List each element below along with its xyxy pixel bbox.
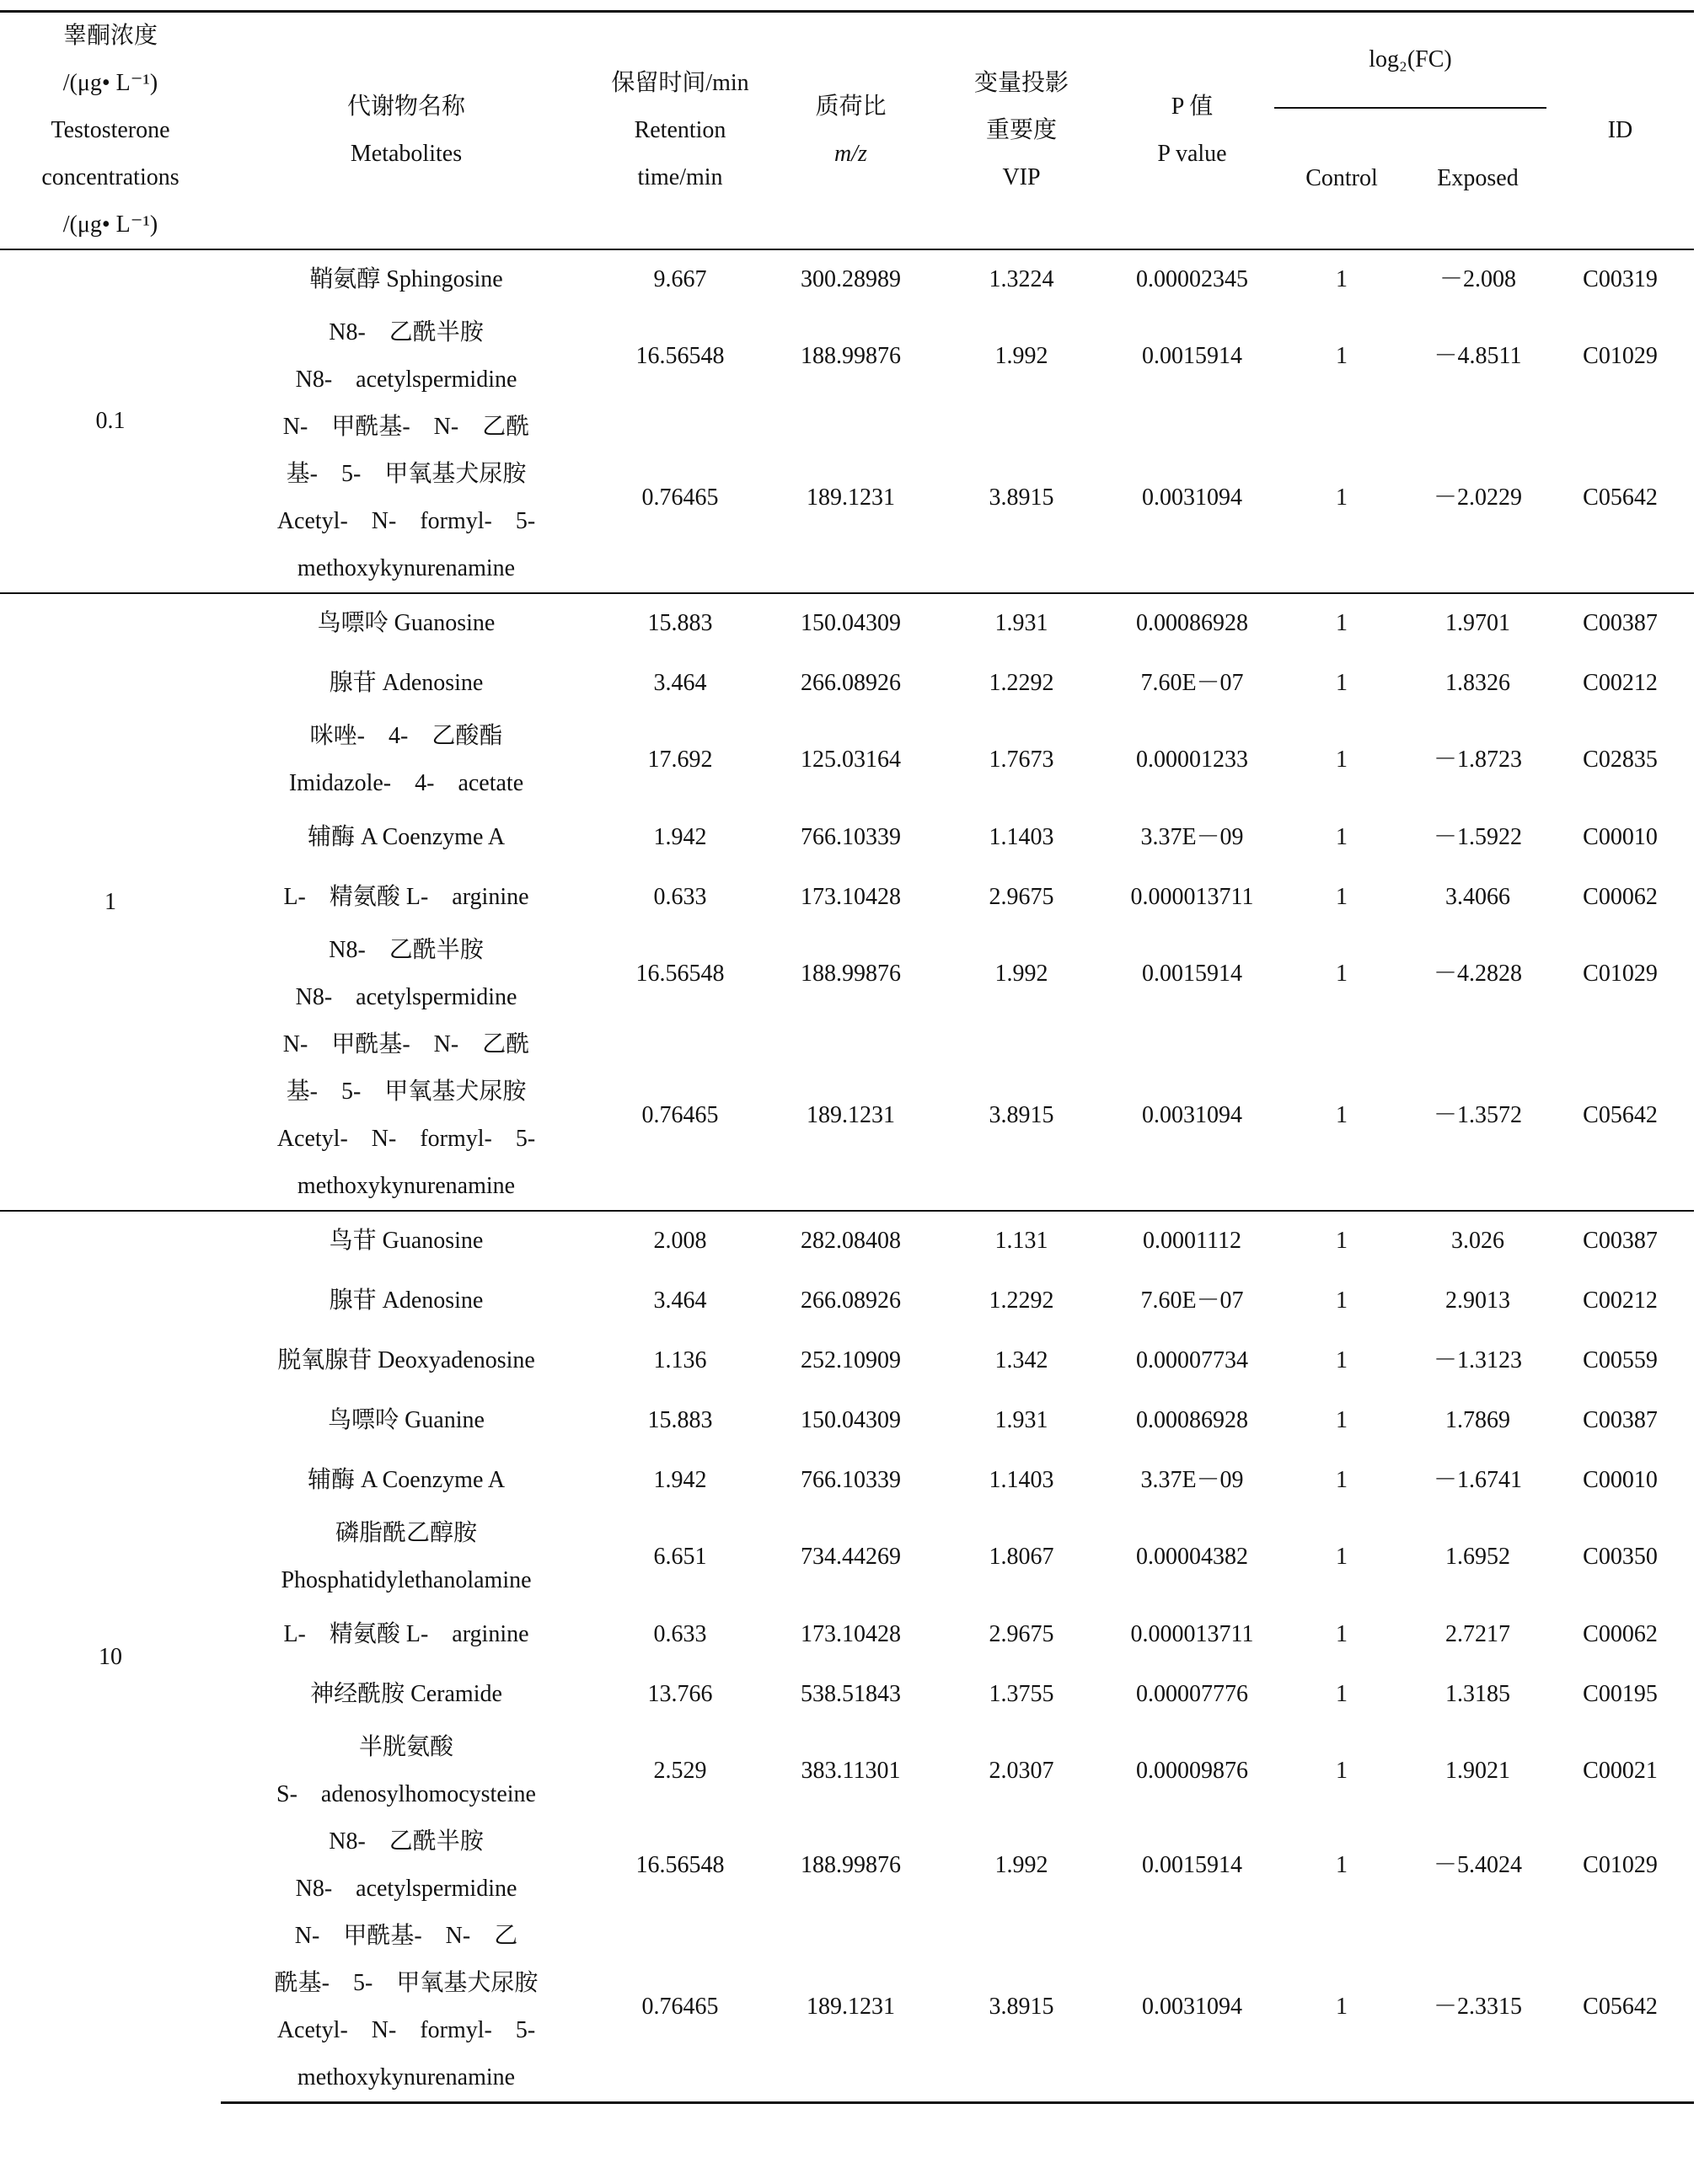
p-value-cell: 7.60E－07 bbox=[1140, 669, 1244, 696]
retention-time-cell: 17.692 bbox=[647, 747, 713, 773]
control-cell: 1 bbox=[1336, 1346, 1348, 1373]
vip-cell: 1.1403 bbox=[989, 1466, 1054, 1493]
table-row bbox=[0, 404, 1694, 593]
kegg-id-cell: C05642 bbox=[1583, 1102, 1658, 1128]
metabolite-name-cell bbox=[221, 1021, 592, 1211]
header-mz-en: m/z bbox=[834, 141, 867, 167]
metabolite-name-line: N- 甲酰基- N- 乙酰 bbox=[282, 414, 530, 440]
exposed-cell: －1.6741 bbox=[1433, 1466, 1522, 1493]
control-cell: 1 bbox=[1336, 1852, 1348, 1878]
p-value-cell: 0.0001112 bbox=[1110, 1211, 1274, 1271]
retention-time-cell: 15.883 bbox=[592, 593, 769, 653]
header-log2-fc bbox=[1274, 12, 1546, 109]
vip-cell: 1.1403 bbox=[989, 823, 1054, 850]
vip-cell: 1.342 bbox=[994, 1346, 1048, 1373]
metabolite-name-cell bbox=[221, 1450, 592, 1510]
exposed-cell: －1.5922 bbox=[1433, 823, 1522, 850]
p-value-cell: 0.0031094 bbox=[1142, 484, 1242, 511]
header-id-label: ID bbox=[1607, 117, 1633, 143]
mz-cell: 282.08408 bbox=[769, 1211, 933, 1271]
control-cell: 1 bbox=[1336, 961, 1348, 987]
header-metabolite bbox=[221, 12, 592, 250]
metabolite-name-cell bbox=[221, 1330, 592, 1390]
mz-cell: 150.04309 bbox=[769, 593, 933, 653]
header-retention-time-en-1: Retention bbox=[634, 117, 726, 143]
concentration-group bbox=[0, 249, 1694, 593]
mz-cell: 188.99876 bbox=[801, 343, 901, 369]
metabolite-name-cell bbox=[221, 1664, 592, 1724]
table-row bbox=[0, 807, 1694, 867]
exposed-cell: －4.8511 bbox=[1434, 343, 1522, 369]
p-value-cell: 3.37E－09 bbox=[1140, 823, 1244, 850]
retention-time-cell: 0.633 bbox=[653, 1620, 707, 1647]
vip-cell: 1.931 bbox=[933, 593, 1110, 653]
table-row bbox=[0, 1913, 1694, 2103]
kegg-id-cell: C00010 bbox=[1583, 1466, 1658, 1493]
concentration-group bbox=[0, 593, 1694, 1211]
control-cell: 1 bbox=[1336, 1406, 1348, 1433]
metabolite-name-cell bbox=[221, 404, 592, 593]
control-cell: 1 bbox=[1336, 1620, 1348, 1647]
exposed-cell: 1.9021 bbox=[1445, 1758, 1510, 1784]
p-value-cell: 0.000013711 bbox=[1130, 883, 1254, 910]
metabolite-name-cell bbox=[221, 1818, 592, 1913]
metabolite-name-line: Phosphatidylethanolamine bbox=[281, 1567, 532, 1593]
metabolite-name-line: L- 精氨酸 L- arginine bbox=[283, 883, 529, 910]
mz-cell: 734.44269 bbox=[801, 1544, 901, 1570]
metabolite-name-line: Acetyl- N- formyl- 5- bbox=[276, 2017, 536, 2043]
metabolite-name-line: methoxykynurenamine bbox=[297, 555, 516, 581]
retention-time-cell: 0.76465 bbox=[641, 1102, 719, 1128]
vip-cell: 1.8067 bbox=[989, 1544, 1054, 1570]
p-value-cell: 0.0031094 bbox=[1142, 1102, 1242, 1128]
exposed-cell: 3.4066 bbox=[1445, 883, 1510, 910]
retention-time-cell: 3.464 bbox=[653, 669, 707, 696]
mz-cell: 766.10339 bbox=[801, 823, 901, 850]
metabolite-name-line: N8- 乙酰半胺 bbox=[329, 1828, 484, 1855]
vip-cell: 2.9675 bbox=[989, 883, 1054, 910]
header-vip bbox=[933, 12, 1110, 250]
header-metabolite-en: Metabolites bbox=[350, 141, 463, 167]
control-cell: 1 bbox=[1274, 1913, 1409, 2103]
exposed-cell: 2.7217 bbox=[1445, 1620, 1510, 1647]
retention-time-cell: 16.56548 bbox=[635, 961, 725, 987]
header-retention-time-cn: 保留时间/min bbox=[611, 70, 749, 96]
metabolite-name-cell bbox=[221, 1271, 592, 1330]
exposed-cell: 2.9013 bbox=[1445, 1287, 1510, 1314]
mz-cell: 150.04309 bbox=[801, 1406, 901, 1433]
mz-cell: 125.03164 bbox=[801, 747, 901, 773]
kegg-id-cell: C00010 bbox=[1583, 823, 1658, 850]
metabolite-name-line: 鞘氨醇 Sphingosine bbox=[309, 266, 503, 292]
table-row bbox=[0, 1330, 1694, 1390]
control-cell: 1 bbox=[1336, 669, 1348, 696]
control-cell: 1 bbox=[1336, 1102, 1348, 1128]
p-value-cell: 0.0031094 bbox=[1110, 1913, 1274, 2103]
p-value-cell: 7.60E－07 bbox=[1140, 1287, 1244, 1314]
kegg-id-cell: C00350 bbox=[1583, 1544, 1658, 1570]
kegg-id-cell: C00387 bbox=[1546, 593, 1694, 653]
vip-cell: 3.8915 bbox=[933, 1913, 1110, 2103]
retention-time-cell: 0.76465 bbox=[641, 484, 719, 511]
table-header bbox=[0, 12, 1694, 250]
control-cell: 1 bbox=[1336, 1287, 1348, 1314]
header-concentration-en-1: Testosterone bbox=[51, 117, 170, 143]
metabolite-name-cell bbox=[221, 593, 592, 653]
mz-cell: 383.11301 bbox=[801, 1758, 901, 1784]
retention-time-cell: 1.136 bbox=[653, 1346, 707, 1373]
mz-cell: 252.10909 bbox=[801, 1346, 901, 1373]
exposed-cell: －1.8723 bbox=[1433, 747, 1522, 773]
retention-time-cell: 16.56548 bbox=[635, 343, 725, 369]
table-row bbox=[0, 713, 1694, 807]
metabolite-name-cell bbox=[221, 867, 592, 927]
control-cell: 1 bbox=[1336, 343, 1348, 369]
metabolite-name-line: 腺苷 Adenosine bbox=[329, 669, 484, 696]
table-row bbox=[0, 1021, 1694, 1211]
table-row bbox=[0, 1390, 1694, 1450]
kegg-id-cell: C00021 bbox=[1583, 1758, 1658, 1784]
vip-cell: 1.131 bbox=[933, 1211, 1110, 1271]
control-cell: 1 bbox=[1336, 1758, 1348, 1784]
metabolite-name-line: 基- 5- 甲氧基犬尿胺 bbox=[286, 461, 527, 487]
kegg-id-cell: C05642 bbox=[1546, 1913, 1694, 2103]
kegg-id-cell: C00559 bbox=[1583, 1346, 1658, 1373]
mz-cell: 188.99876 bbox=[801, 1852, 901, 1878]
kegg-id-cell: C00212 bbox=[1583, 669, 1658, 696]
vip-cell: 1.7673 bbox=[989, 747, 1054, 773]
concentration-cell: 0.1 bbox=[95, 408, 126, 434]
kegg-id-cell: C02835 bbox=[1583, 747, 1658, 773]
table-row bbox=[0, 1510, 1694, 1604]
vip-cell: 3.8915 bbox=[989, 484, 1054, 511]
vip-cell: 1.992 bbox=[994, 961, 1048, 987]
metabolite-name-line: N8- 乙酰半胺 bbox=[329, 319, 484, 345]
exposed-cell: －2.0229 bbox=[1433, 484, 1522, 511]
p-value-cell: 3.37E－09 bbox=[1140, 1466, 1244, 1493]
metabolite-name-line: N8- acetylspermidine bbox=[295, 1876, 517, 1902]
header-control bbox=[1274, 108, 1409, 249]
metabolite-name-line: 酰基- 5- 甲氧基犬尿胺 bbox=[274, 1970, 539, 1996]
p-value-cell: 0.00007776 bbox=[1136, 1680, 1248, 1707]
metabolite-name-cell bbox=[221, 1724, 592, 1818]
exposed-cell: －2.008 bbox=[1439, 266, 1516, 292]
concentration-group bbox=[0, 1211, 1694, 2103]
control-cell: 1 bbox=[1274, 593, 1409, 653]
table-row bbox=[0, 1604, 1694, 1664]
retention-time-cell: 15.883 bbox=[647, 1406, 713, 1433]
kegg-id-cell: C00387 bbox=[1583, 1406, 1658, 1433]
metabolite-name-line: N- 甲酰基- N- 乙 bbox=[294, 1923, 518, 1949]
metabolite-name-line: 腺苷 Adenosine bbox=[329, 1287, 484, 1314]
metabolite-name-line: Acetyl- N- formyl- 5- bbox=[276, 508, 536, 534]
p-value-cell: 0.000013711 bbox=[1130, 1620, 1254, 1647]
exposed-cell: 3.026 bbox=[1409, 1211, 1546, 1271]
exposed-cell: 1.7869 bbox=[1445, 1406, 1510, 1433]
retention-time-cell: 0.76465 bbox=[592, 1913, 769, 2103]
vip-cell: 1.2292 bbox=[989, 669, 1054, 696]
retention-time-cell: 1.942 bbox=[653, 1466, 707, 1493]
table-row bbox=[0, 1450, 1694, 1510]
metabolite-name-line: 脱氧腺苷 Deoxyadenosine bbox=[277, 1346, 535, 1373]
metabolite-name-line: L- 精氨酸 L- arginine bbox=[283, 1620, 529, 1647]
vip-cell: 1.931 bbox=[994, 1406, 1048, 1433]
table-row bbox=[0, 593, 1694, 653]
vip-cell: 1.992 bbox=[994, 1852, 1048, 1878]
metabolite-name-line: Acetyl- N- formyl- 5- bbox=[276, 1126, 536, 1152]
metabolites-table bbox=[0, 10, 1694, 2104]
metabolite-name-line: 半胱氨酸 bbox=[358, 1734, 453, 1760]
vip-cell: 1.3755 bbox=[989, 1680, 1054, 1707]
metabolite-name-cell bbox=[221, 1211, 592, 1271]
metabolite-name-line: methoxykynurenamine bbox=[297, 2064, 516, 2090]
kegg-id-cell: C00062 bbox=[1583, 883, 1658, 910]
metabolite-name-line: N8- acetylspermidine bbox=[295, 984, 517, 1010]
mz-cell: 188.99876 bbox=[801, 961, 901, 987]
header-concentration-unit-1: /(μg• L⁻¹) bbox=[62, 70, 158, 96]
table-row bbox=[0, 249, 1694, 309]
metabolite-name-cell bbox=[221, 1913, 592, 2103]
mz-cell: 173.10428 bbox=[801, 1620, 901, 1647]
kegg-id-cell: C01029 bbox=[1583, 961, 1658, 987]
metabolite-name-cell bbox=[221, 653, 592, 713]
kegg-id-cell: C00387 bbox=[1546, 1211, 1694, 1271]
metabolite-name-cell bbox=[221, 807, 592, 867]
control-cell: 1 bbox=[1274, 1211, 1409, 1271]
mz-cell: 300.28989 bbox=[801, 266, 901, 292]
metabolite-name-line: 神经酰胺 Ceramide bbox=[310, 1680, 502, 1707]
p-value-cell: 0.0015914 bbox=[1142, 1852, 1242, 1878]
exposed-cell: －5.4024 bbox=[1433, 1852, 1522, 1878]
vip-cell: 1.2292 bbox=[989, 1287, 1054, 1314]
exposed-cell: 1.9701 bbox=[1409, 593, 1546, 653]
metabolite-name-line: 鸟苷 Guanosine bbox=[329, 1228, 484, 1254]
metabolite-name-line: 鸟嘌呤 Guanosine bbox=[317, 610, 496, 636]
header-log2-fc-label: log₂(FC) bbox=[1369, 46, 1452, 73]
metabolite-name-cell bbox=[221, 309, 592, 404]
table-row bbox=[0, 653, 1694, 713]
retention-time-cell: 6.651 bbox=[653, 1544, 707, 1570]
header-concentration-en-2: concentrations bbox=[41, 164, 180, 190]
kegg-id-cell: C00212 bbox=[1583, 1287, 1658, 1314]
vip-cell: 2.0307 bbox=[989, 1758, 1054, 1784]
concentration-cell: 10 bbox=[0, 1211, 221, 2103]
kegg-id-cell: C01029 bbox=[1583, 1852, 1658, 1878]
header-mz-cn: 质荷比 bbox=[815, 94, 887, 120]
metabolite-name-cell bbox=[221, 1604, 592, 1664]
header-metabolite-cn: 代谢物名称 bbox=[346, 94, 465, 120]
table-row bbox=[0, 1724, 1694, 1818]
metabolite-name-cell bbox=[221, 249, 592, 309]
vip-cell: 1.992 bbox=[994, 343, 1048, 369]
exposed-cell: －1.3123 bbox=[1433, 1346, 1522, 1373]
retention-time-cell: 2.008 bbox=[592, 1211, 769, 1271]
control-cell: 1 bbox=[1336, 1680, 1348, 1707]
kegg-id-cell: C00195 bbox=[1583, 1680, 1658, 1707]
kegg-id-cell: C05642 bbox=[1583, 484, 1658, 511]
p-value-cell: 0.0015914 bbox=[1142, 343, 1242, 369]
header-concentration-cn: 睾酮浓度 bbox=[62, 23, 158, 49]
table-row bbox=[0, 1818, 1694, 1913]
exposed-cell: 1.3185 bbox=[1445, 1680, 1510, 1707]
table-row bbox=[0, 927, 1694, 1021]
p-value-cell: 0.00009876 bbox=[1136, 1758, 1248, 1784]
table-row bbox=[0, 309, 1694, 404]
header-vip-en: VIP bbox=[1002, 164, 1041, 190]
header-concentration bbox=[0, 12, 221, 250]
retention-time-cell: 0.633 bbox=[653, 883, 707, 910]
control-cell: 1 bbox=[1336, 484, 1348, 511]
metabolite-name-line: 咪唑- 4- 乙酸酯 bbox=[309, 723, 503, 749]
metabolite-name-line: N8- acetylspermidine bbox=[295, 367, 517, 393]
header-vip-cn-1: 变量投影 bbox=[973, 70, 1069, 96]
header-retention-time bbox=[592, 12, 769, 250]
control-cell: 1 bbox=[1336, 747, 1348, 773]
retention-time-cell: 1.942 bbox=[653, 823, 707, 850]
control-cell: 1 bbox=[1336, 1544, 1348, 1570]
header-control-label: Control bbox=[1305, 165, 1378, 192]
metabolite-name-line: 辅酶 A Coenzyme A bbox=[307, 1466, 506, 1493]
metabolite-name-line: methoxykynurenamine bbox=[297, 1173, 516, 1199]
control-cell: 1 bbox=[1336, 1466, 1348, 1493]
retention-time-cell: 13.766 bbox=[647, 1680, 713, 1707]
exposed-cell: －4.2828 bbox=[1433, 961, 1522, 987]
header-concentration-unit-2: /(μg• L⁻¹) bbox=[62, 211, 158, 238]
kegg-id-cell: C00062 bbox=[1583, 1620, 1658, 1647]
vip-cell: 2.9675 bbox=[989, 1620, 1054, 1647]
mz-cell: 189.1231 bbox=[769, 1913, 933, 2103]
exposed-cell: －1.3572 bbox=[1433, 1102, 1522, 1128]
retention-time-cell: 9.667 bbox=[653, 266, 707, 292]
exposed-cell: 1.6952 bbox=[1445, 1544, 1510, 1570]
kegg-id-cell: C01029 bbox=[1583, 343, 1658, 369]
metabolite-name-line: N8- 乙酰半胺 bbox=[329, 937, 484, 963]
header-retention-time-en-2: time/min bbox=[637, 164, 723, 190]
header-p-value-en: P value bbox=[1157, 141, 1227, 167]
header-p-value bbox=[1110, 12, 1274, 250]
metabolite-name-line: 辅酶 A Coenzyme A bbox=[307, 823, 506, 850]
vip-cell: 3.8915 bbox=[989, 1102, 1054, 1128]
metabolite-name-line: S- adenosylhomocysteine bbox=[276, 1781, 536, 1807]
exposed-cell: 1.8326 bbox=[1445, 669, 1510, 696]
header-exposed bbox=[1409, 108, 1546, 249]
p-value-cell: 0.00086928 bbox=[1136, 1406, 1248, 1433]
kegg-id-cell: C00319 bbox=[1583, 266, 1658, 292]
metabolite-name-line: Imidazole- 4- acetate bbox=[288, 770, 524, 796]
retention-time-cell: 16.56548 bbox=[635, 1852, 725, 1878]
table-row bbox=[0, 867, 1694, 927]
mz-cell: 189.1231 bbox=[807, 484, 895, 511]
p-value-cell: 0.00004382 bbox=[1136, 1544, 1248, 1570]
metabolite-name-line: 基- 5- 甲氧基犬尿胺 bbox=[286, 1079, 527, 1105]
header-exposed-label: Exposed bbox=[1437, 165, 1519, 192]
mz-cell: 266.08926 bbox=[801, 1287, 901, 1314]
concentration-cell: 1 bbox=[0, 593, 221, 1211]
metabolite-name-cell bbox=[221, 1390, 592, 1450]
header-id bbox=[1546, 12, 1694, 250]
p-value-cell: 0.00086928 bbox=[1110, 593, 1274, 653]
metabolite-name-cell bbox=[221, 713, 592, 807]
p-value-cell: 0.00002345 bbox=[1136, 266, 1248, 292]
header-mz bbox=[769, 12, 933, 250]
p-value-cell: 0.0015914 bbox=[1142, 961, 1242, 987]
retention-time-cell: 2.529 bbox=[653, 1758, 707, 1784]
vip-cell: 1.3224 bbox=[989, 266, 1054, 292]
mz-cell: 266.08926 bbox=[801, 669, 901, 696]
retention-time-cell: 3.464 bbox=[653, 1287, 707, 1314]
mz-cell: 189.1231 bbox=[807, 1102, 895, 1128]
control-cell: 1 bbox=[1336, 266, 1348, 292]
mz-cell: 173.10428 bbox=[801, 883, 901, 910]
metabolite-name-line: 鸟嘌呤 Guanine bbox=[328, 1406, 485, 1433]
metabolite-name-cell bbox=[221, 1510, 592, 1604]
mz-cell: 538.51843 bbox=[801, 1680, 901, 1707]
control-cell: 1 bbox=[1336, 823, 1348, 850]
table-row bbox=[0, 1664, 1694, 1724]
metabolite-name-line: N- 甲酰基- N- 乙酰 bbox=[282, 1031, 530, 1057]
table-row bbox=[0, 1211, 1694, 1271]
p-value-cell: 0.00007734 bbox=[1136, 1346, 1248, 1373]
p-value-cell: 0.00001233 bbox=[1136, 747, 1248, 773]
table-row bbox=[0, 1271, 1694, 1330]
metabolite-name-line: 磷脂酰乙醇胺 bbox=[335, 1520, 477, 1546]
control-cell: 1 bbox=[1336, 883, 1348, 910]
metabolite-name-cell bbox=[221, 927, 592, 1021]
header-vip-cn-2: 重要度 bbox=[985, 117, 1057, 143]
mz-cell: 766.10339 bbox=[801, 1466, 901, 1493]
exposed-cell: －2.3315 bbox=[1409, 1913, 1546, 2103]
header-p-value-cn: P 值 bbox=[1171, 94, 1214, 120]
